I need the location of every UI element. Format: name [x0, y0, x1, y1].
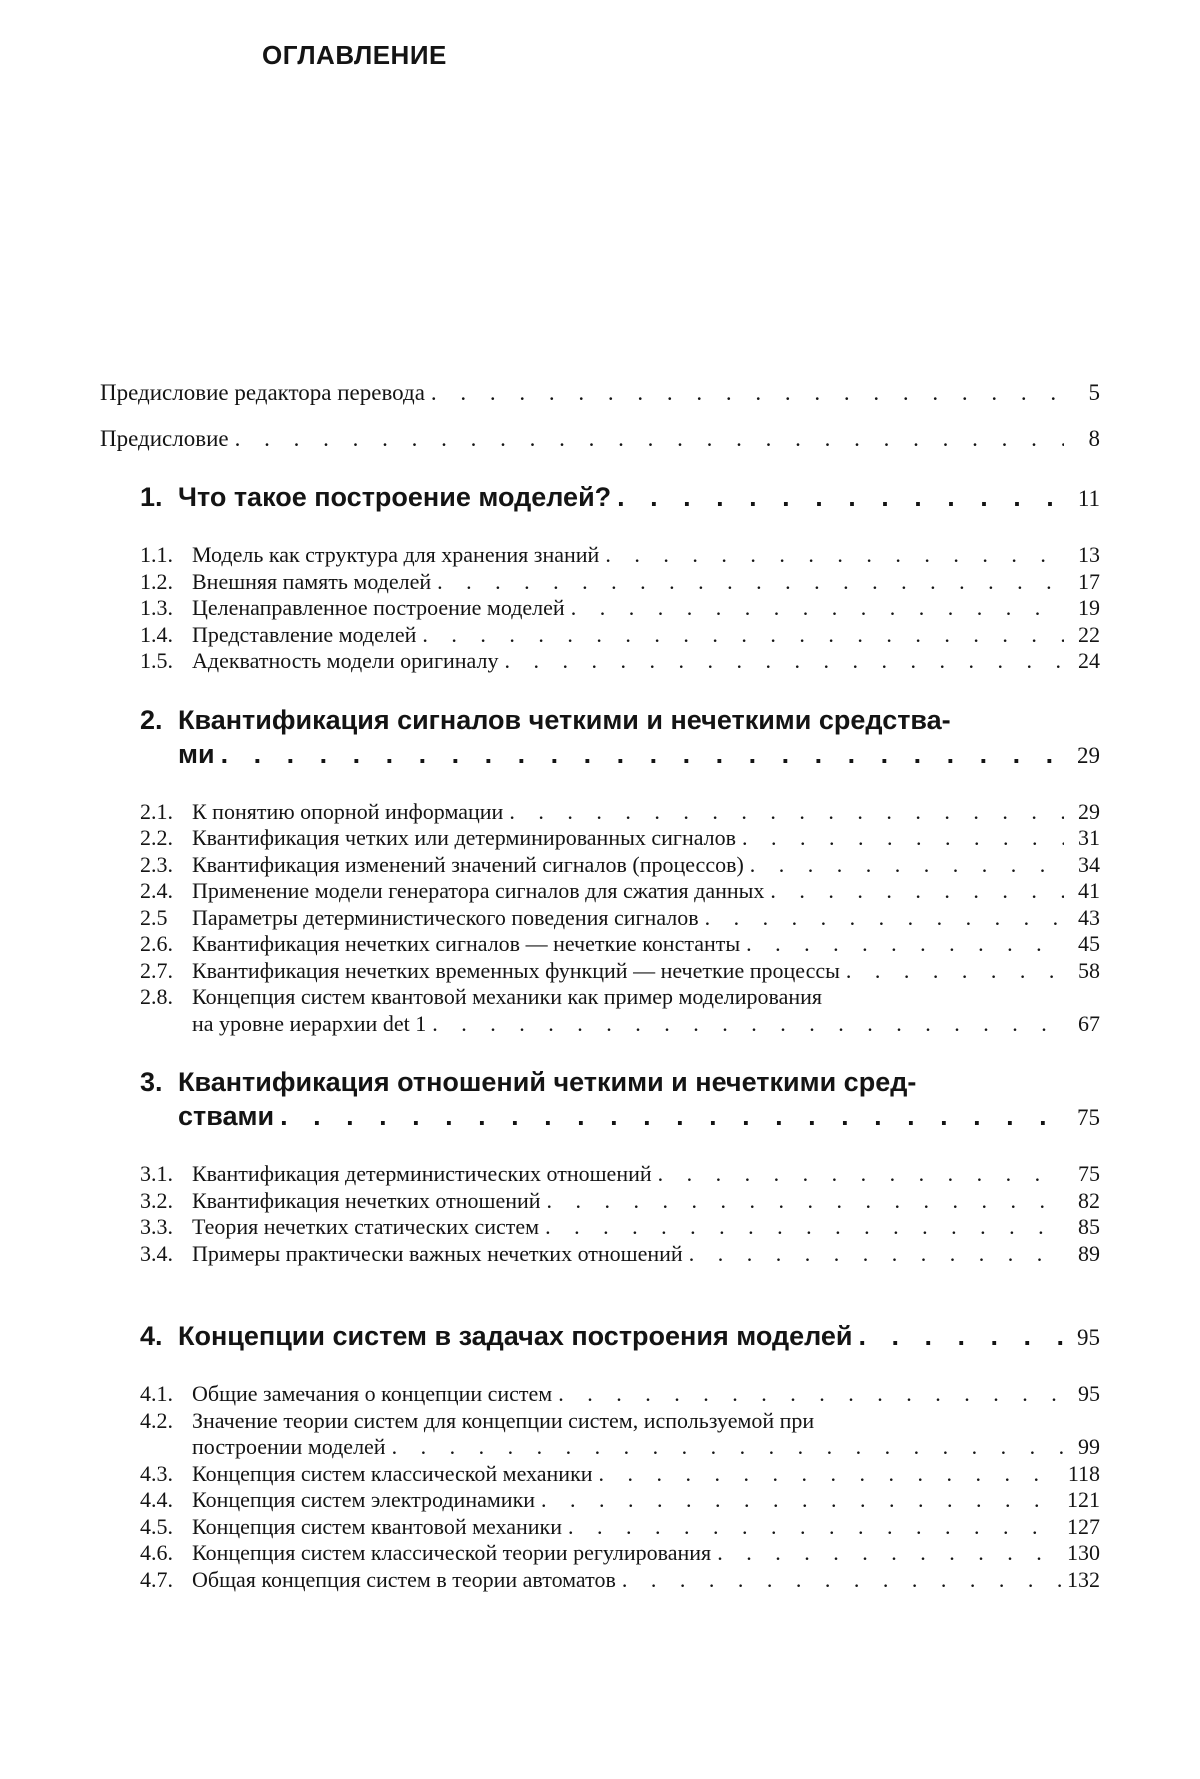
section-number: 2.4.	[140, 878, 173, 903]
leader-dots	[622, 1567, 1061, 1594]
section-number: 4.1.	[140, 1381, 173, 1406]
section-page: 118	[1067, 1460, 1100, 1486]
leader-dots	[422, 622, 1064, 649]
leader-dots	[846, 958, 1064, 985]
section-number: 2.3.	[140, 851, 173, 877]
section-number: 1.4.	[140, 621, 173, 647]
section-page: 99	[1078, 1434, 1100, 1459]
leader-dots	[605, 542, 1064, 569]
section-title: Концепция систем классической теории регулирования	[192, 1540, 712, 1565]
section-page: 31	[1078, 825, 1100, 850]
chapter-page: 95	[1077, 1325, 1100, 1350]
toc-section[interactable]	[100, 1461, 1100, 1488]
leader-dots	[558, 1381, 1064, 1408]
section-title: Концепция систем классической механики	[192, 1460, 593, 1486]
section-title-line1: Концепция систем квантовой механики как пример моделирования	[192, 984, 823, 1009]
toc-section[interactable]	[100, 1540, 1100, 1567]
section-page: 121	[1067, 1487, 1100, 1512]
leader-dots	[770, 878, 1064, 905]
section-page: 75	[1078, 1161, 1100, 1186]
section-title: Квантификация изменений значений сигналов (процессов)	[192, 851, 744, 877]
toc-entry-page: 8	[1088, 426, 1100, 451]
leader-dots	[545, 1214, 1064, 1241]
chapter-title-line1: Квантификация сигналов четкими и нечеткими средства-	[178, 704, 951, 735]
toc-section[interactable]	[100, 1214, 1100, 1241]
section-page: 89	[1078, 1240, 1100, 1266]
chapter-title-line2: ствами	[178, 1101, 275, 1131]
toc-section[interactable]	[100, 595, 1100, 622]
toc-entry-preface[interactable]	[100, 426, 1100, 452]
toc-chapter-4[interactable]	[100, 1319, 1100, 1355]
section-title: Общая концепция систем в теории автоматов	[192, 1566, 616, 1592]
section-page: 127	[1067, 1513, 1100, 1539]
chapter-number: 2.	[140, 704, 163, 735]
leader-dots	[658, 1161, 1064, 1188]
leader-dots	[547, 1188, 1064, 1215]
toc-section[interactable]	[100, 542, 1100, 569]
section-title: Целенаправленное построение моделей	[192, 595, 565, 620]
section-number: 4.3.	[140, 1460, 173, 1486]
section-page: 58	[1078, 957, 1100, 983]
section-number: 2.8.	[140, 984, 173, 1009]
section-number: 1.1.	[140, 542, 173, 567]
leader-dots	[750, 852, 1064, 879]
section-number: 3.3.	[140, 1214, 173, 1239]
chapter-title-line2: ми	[178, 738, 215, 769]
section-page: 34	[1078, 851, 1100, 877]
section-number: 3.2.	[140, 1187, 173, 1213]
section-number: 1.3.	[140, 595, 173, 620]
chapter-number: 1.	[140, 482, 163, 512]
table-of-contents	[100, 380, 1100, 1593]
section-title: Представление моделей	[192, 621, 417, 647]
section-title: Квантификация нечетких сигналов — нечеткие константы	[192, 931, 741, 956]
section-number: 2.1.	[140, 798, 173, 824]
section-page: 95	[1078, 1381, 1100, 1406]
toc-entry-editor-preface[interactable]	[100, 380, 1100, 406]
toc-section[interactable]	[100, 648, 1100, 675]
toc-section[interactable]	[100, 1567, 1100, 1594]
toc-chapter-2[interactable]	[100, 703, 1100, 773]
section-number: 2.2.	[140, 825, 173, 850]
leader-dots	[742, 825, 1064, 852]
toc-section[interactable]	[100, 1241, 1100, 1268]
section-title: Общие замечания о концепции систем	[192, 1381, 553, 1406]
toc-section[interactable]	[100, 1161, 1100, 1188]
toc-section[interactable]	[100, 878, 1100, 905]
toc-section[interactable]	[100, 1381, 1100, 1408]
toc-section[interactable]	[100, 958, 1100, 985]
toc-section[interactable]	[100, 1408, 1100, 1461]
section-page: 29	[1078, 798, 1100, 824]
section-title: Модель как структура для хранения знаний	[192, 542, 600, 567]
section-title: Применение модели генератора сигналов для сжатия данных	[192, 878, 765, 903]
leader-dots	[689, 1241, 1064, 1268]
section-number: 2.7.	[140, 957, 173, 983]
section-number: 3.4.	[140, 1240, 173, 1266]
chapter-title: Что такое построение моделей?	[178, 482, 612, 512]
section-number: 2.6.	[140, 931, 173, 956]
section-title: Квантификация нечетких временных функций — нечеткие процессы	[192, 957, 840, 983]
toc-section[interactable]	[100, 852, 1100, 879]
chapter-title-line1: Квантификация отношений четкими и нечеткими сред-	[178, 1067, 917, 1097]
section-title: Примеры практически важных нечетких отношений	[192, 1240, 683, 1266]
section-number: 4.4.	[140, 1487, 173, 1512]
chapter-page: 75	[1077, 1105, 1100, 1130]
toc-section[interactable]	[100, 1487, 1100, 1514]
section-number: 4.5.	[140, 1513, 173, 1539]
section-page: 17	[1078, 568, 1100, 594]
leader-dots	[541, 1487, 1061, 1514]
section-page: 43	[1078, 904, 1100, 930]
leader-dots	[235, 426, 1064, 452]
section-page: 82	[1078, 1187, 1100, 1213]
toc-section[interactable]	[100, 931, 1100, 958]
section-page: 130	[1067, 1540, 1100, 1565]
section-title: Концепция систем квантовой механики	[192, 1513, 562, 1539]
toc-section[interactable]	[100, 799, 1100, 826]
section-title: Адекватность модели оригиналу	[192, 648, 499, 673]
toc-entry-page: 5	[1088, 380, 1100, 405]
section-number: 1.2.	[140, 568, 173, 594]
section-number: 3.1.	[140, 1161, 173, 1186]
section-title-line1: Значение теории систем для концепции систем, используемой при	[192, 1407, 815, 1433]
leader-dots	[746, 931, 1064, 958]
chapter-page: 29	[1077, 742, 1100, 768]
toc-entry-title: Предисловие	[100, 426, 229, 451]
section-number: 4.2.	[140, 1407, 173, 1433]
chapter-number: 3.	[140, 1067, 163, 1097]
leader-dots	[221, 737, 1064, 771]
section-page: 67	[1078, 1010, 1100, 1036]
chapter-number: 4.	[140, 1321, 163, 1351]
leader-dots	[568, 1514, 1061, 1541]
section-title: Внешняя память моделей	[192, 568, 432, 594]
leader-dots	[432, 1011, 1064, 1038]
section-page: 132	[1067, 1566, 1100, 1592]
section-page: 41	[1078, 878, 1100, 903]
page-title: ОГЛАВЛЕНИЕ	[262, 40, 447, 70]
section-page: 45	[1078, 931, 1100, 956]
section-number: 1.5.	[140, 648, 173, 673]
leader-dots	[392, 1434, 1064, 1461]
leader-dots	[599, 1461, 1062, 1488]
section-title: Квантификация детерминистических отношений	[192, 1161, 652, 1186]
toc-section[interactable]	[100, 1514, 1100, 1541]
section-title: Теория нечетких статических систем	[192, 1214, 540, 1239]
toc-chapter-3[interactable]	[100, 1065, 1100, 1135]
leader-dots	[859, 1319, 1064, 1353]
section-number: 4.6.	[140, 1540, 173, 1565]
toc-section[interactable]	[100, 622, 1100, 649]
toc-entry-title: Предисловие редактора перевода	[100, 380, 425, 405]
toc-section[interactable]	[100, 1188, 1100, 1215]
leader-dots	[504, 648, 1064, 675]
toc-section[interactable]	[100, 984, 1100, 1037]
toc-chapter-1[interactable]	[100, 480, 1100, 516]
leader-dots	[509, 799, 1064, 826]
toc-section[interactable]	[100, 905, 1100, 932]
section-number: 2.5	[140, 904, 168, 930]
leader-dots	[705, 905, 1064, 932]
section-title-line2: построении моделей	[192, 1434, 386, 1459]
section-page: 24	[1078, 648, 1100, 673]
leader-dots	[571, 595, 1064, 622]
leader-dots	[717, 1540, 1061, 1567]
leader-dots	[280, 1099, 1064, 1133]
section-number: 4.7.	[140, 1566, 173, 1592]
leader-dots	[437, 569, 1064, 596]
section-page: 13	[1078, 542, 1100, 567]
section-title: Квантификация нечетких отношений	[192, 1187, 541, 1213]
section-title: К понятию опорной информации	[192, 798, 504, 824]
section-page: 19	[1078, 595, 1100, 620]
section-page: 85	[1078, 1214, 1100, 1239]
toc-section[interactable]	[100, 825, 1100, 852]
section-title: Квантификация четких или детерминированных сигналов	[192, 825, 737, 850]
toc-section[interactable]	[100, 569, 1100, 596]
section-title: Концепция систем электродинамики	[192, 1487, 536, 1512]
leader-dots	[617, 480, 1064, 514]
chapter-page: 11	[1077, 486, 1100, 511]
section-page: 22	[1078, 621, 1100, 647]
section-title: Параметры детерминистического поведения сигналов	[192, 904, 699, 930]
chapter-title: Концепции систем в задачах построения моделей	[178, 1321, 853, 1351]
section-title-line2: на уровне иерархии det 1	[192, 1010, 427, 1036]
leader-dots	[431, 380, 1064, 406]
